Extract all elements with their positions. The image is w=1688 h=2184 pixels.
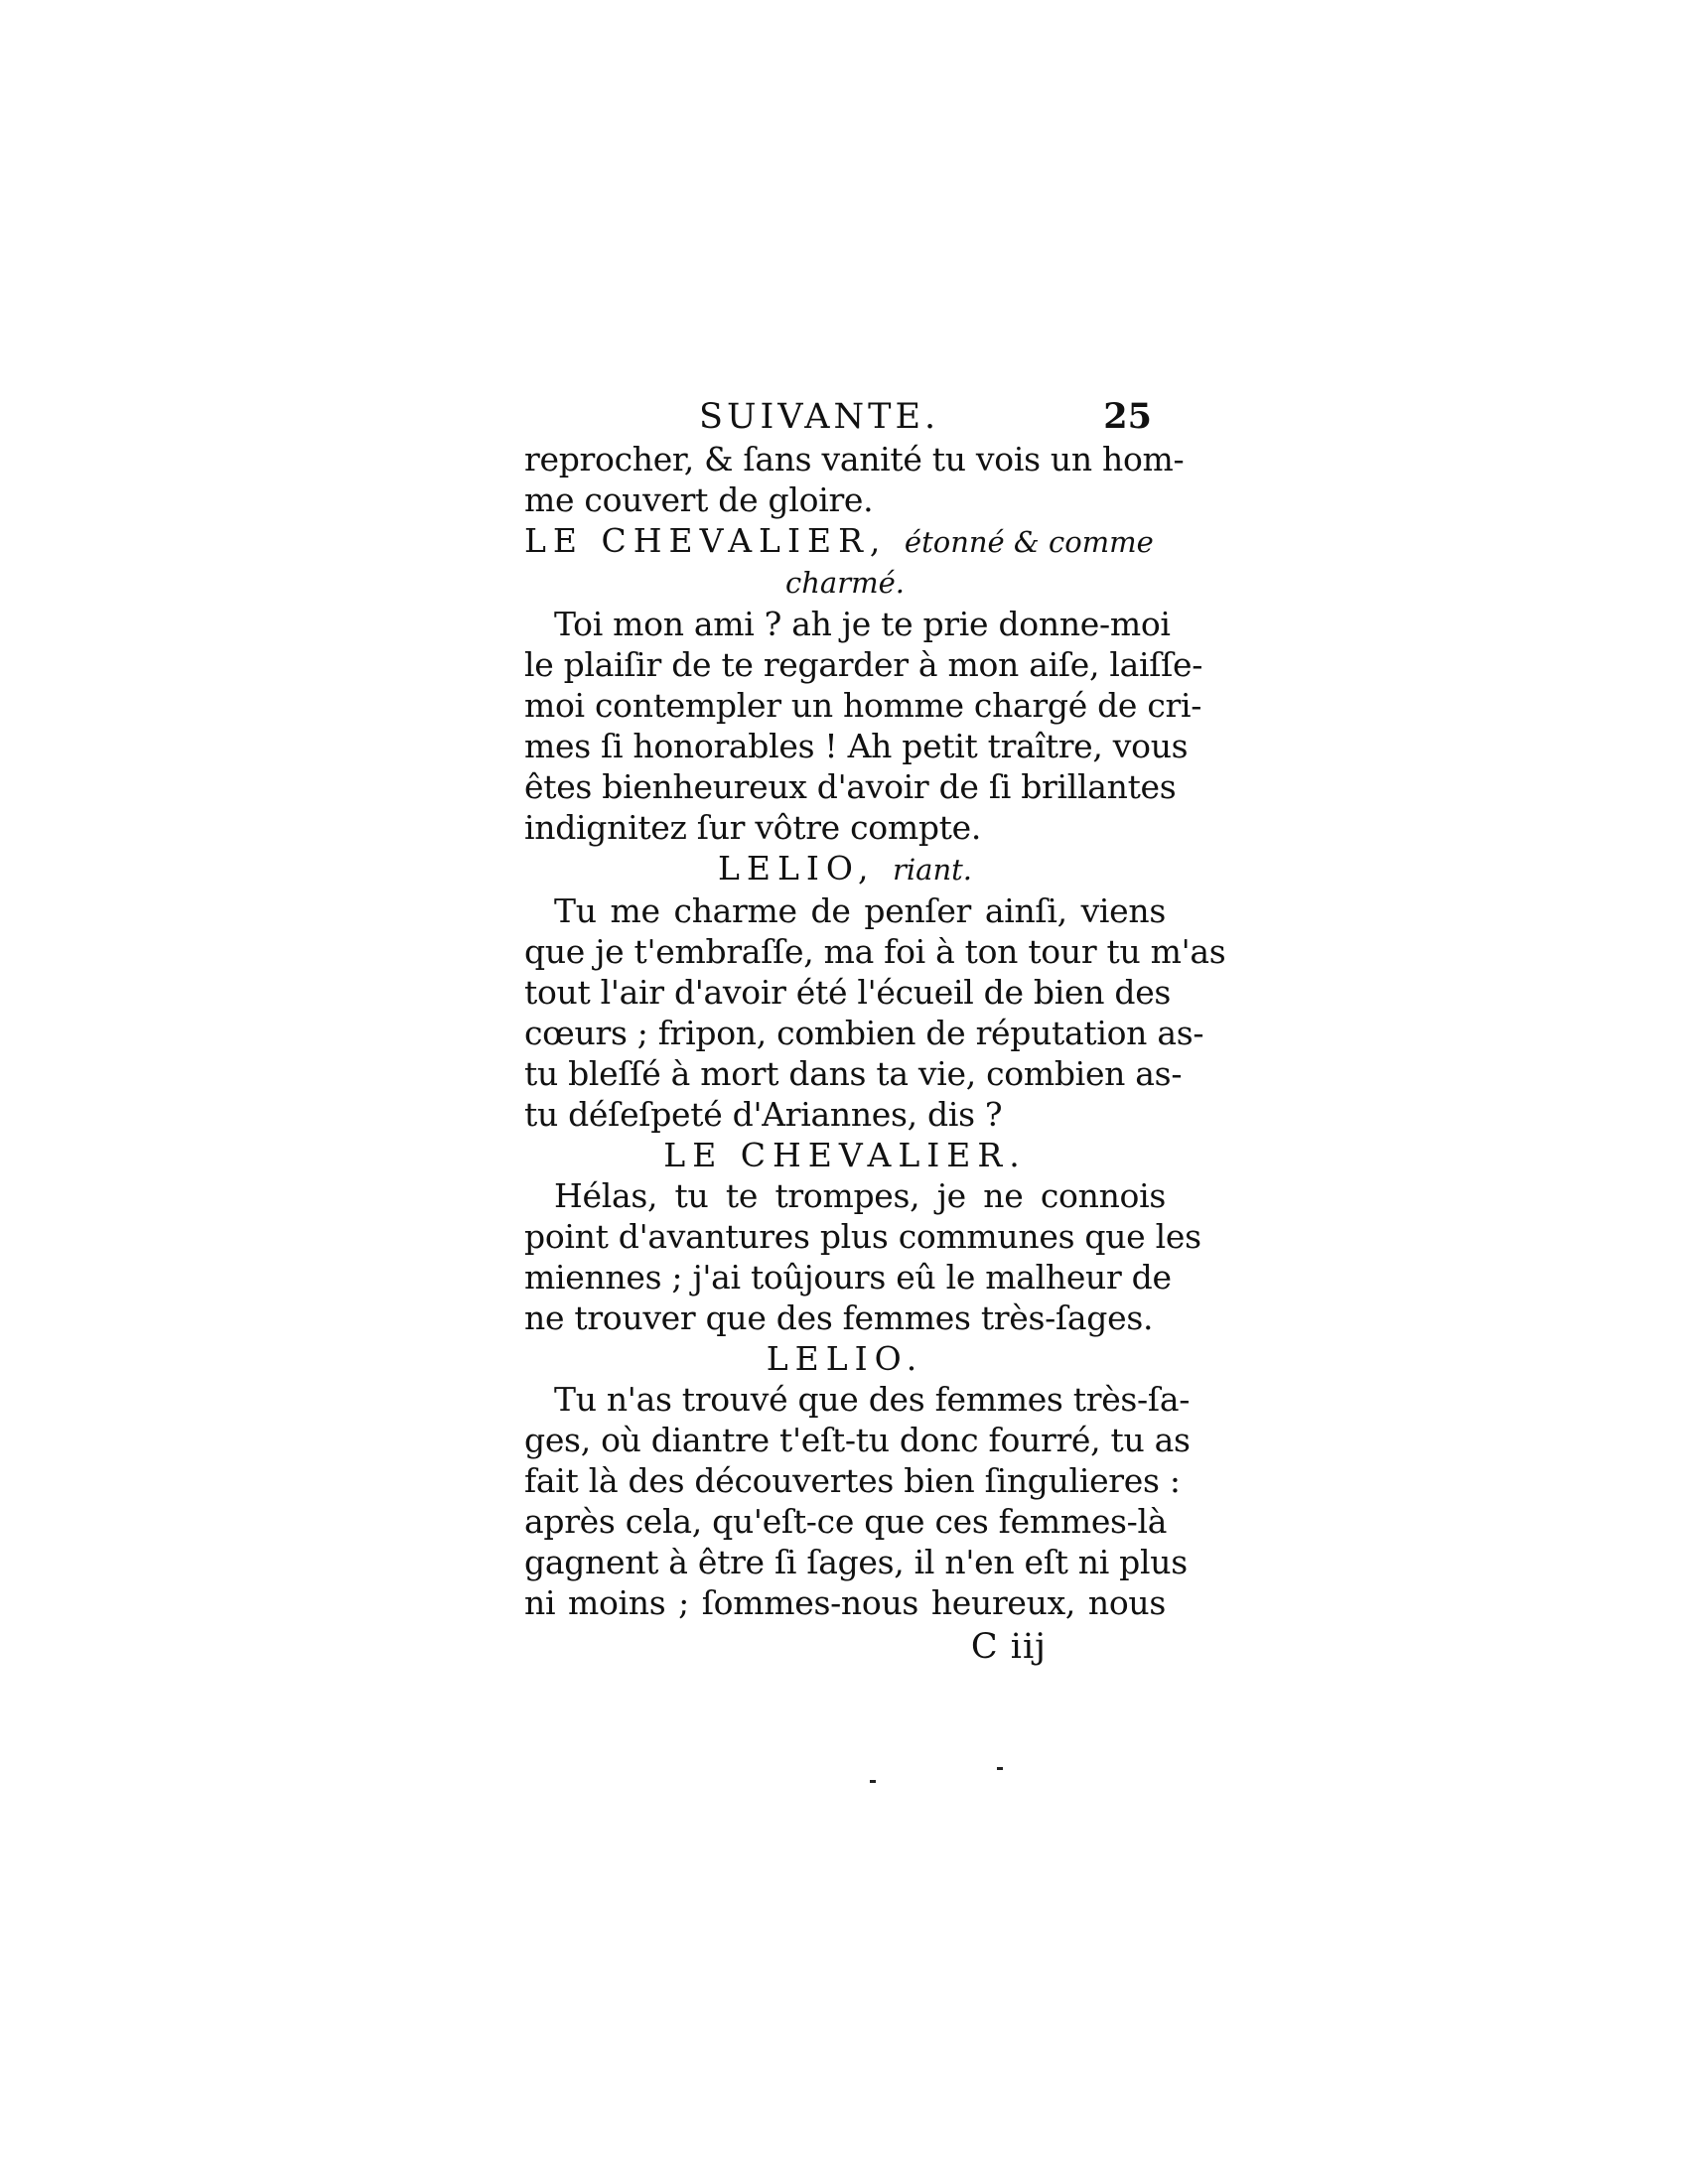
text-line: Tu me charme de penſer ainſi, viens xyxy=(554,891,1166,930)
text-line: êtes bienheureux d'avoir de ſi brillantes xyxy=(524,767,1177,806)
speaker-name: LELIO. xyxy=(766,1339,924,1378)
text-line: reprocher, & ſans vanité tu vois un hom- xyxy=(524,440,1185,478)
text-line: indignitez ſur vôtre compte. xyxy=(524,808,982,847)
text-line: que je t'embraſſe, ma foi à ton tour tu m'as xyxy=(524,932,1226,971)
text-line: gagnent à être ſi ſages, il n'en eſt ni plus xyxy=(524,1543,1188,1581)
text-line: mes ſi honorables ! Ah petit traître, vous xyxy=(524,727,1189,765)
speaker-heading xyxy=(524,1135,1166,1175)
speaker-heading xyxy=(524,848,1166,890)
text-line: ges, où diantre t'eſt-tu donc fourré, tu as xyxy=(524,1421,1191,1459)
speaker-heading xyxy=(524,1338,1166,1379)
text-line: Hélas, tu te trompes, je ne connois xyxy=(554,1176,1166,1215)
text-line: moi contempler un homme chargé de cri- xyxy=(524,686,1202,725)
text-line: Tu n'as trouvé que des femmes très-ſa- xyxy=(554,1380,1191,1419)
text-line: Toi mon ami ? ah je te prie donne-moi xyxy=(554,605,1171,643)
stage-direction: riant. xyxy=(893,853,973,887)
stage-direction-continued: charmé. xyxy=(785,566,905,600)
text-line: miennes ; j'ai toûjours eû le malheur de xyxy=(524,1258,1172,1297)
text-line: point d'avantures plus communes que les xyxy=(524,1217,1201,1256)
speaker-name: LELIO, xyxy=(717,849,876,887)
text-line: le plaiſir de te regarder à mon aiſe, laiſſe- xyxy=(524,645,1203,684)
speaker-heading xyxy=(524,520,1166,563)
text-line: ni moins ; ſommes-nous heureux, nous xyxy=(524,1583,1166,1622)
text-line: me couvert de gloire. xyxy=(524,480,874,519)
text-line: tu bleſſé à mort dans ta vie, combien as- xyxy=(524,1054,1183,1093)
running-head xyxy=(524,395,1166,439)
page-number: 25 xyxy=(1103,396,1152,437)
text-line: tout l'air d'avoir été l'écueil de bien des xyxy=(524,973,1172,1012)
text-line: ne trouver que des femmes très-ſages. xyxy=(524,1298,1154,1337)
text-line: fait là des découvertes bien ſingulieres : xyxy=(524,1461,1181,1500)
speaker-name: LE CHEVALIER, xyxy=(524,521,888,560)
text-line: cœurs ; fripon, combien de réputation as- xyxy=(524,1014,1204,1052)
speaker-name: LE CHEVALIER. xyxy=(663,1136,1027,1174)
running-head-title: SUIVANTE. xyxy=(699,397,940,437)
signature-mark: C iij xyxy=(970,1627,1047,1667)
book-page xyxy=(524,395,1226,1669)
print-speck xyxy=(997,1767,1003,1770)
print-speck xyxy=(870,1780,876,1783)
stage-direction: étonné & comme xyxy=(904,525,1154,559)
text-line: après cela, qu'eſt-ce que ces femmes-là xyxy=(524,1502,1168,1541)
text-line: tu déſeſpeté d'Ariannes, dis ? xyxy=(524,1095,1003,1134)
